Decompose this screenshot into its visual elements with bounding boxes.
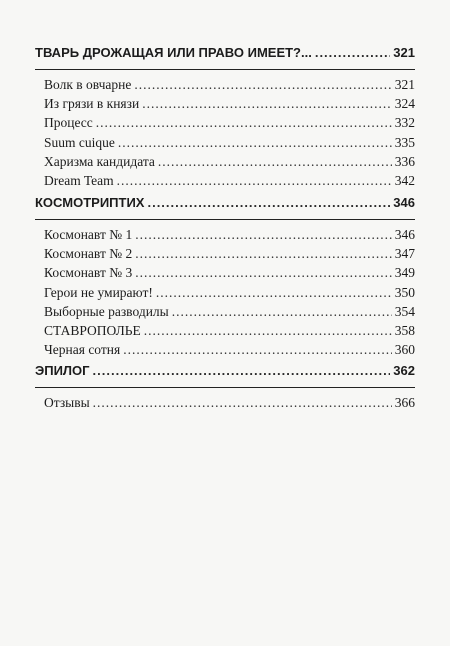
section-title: КОСМОТРИПТИХ bbox=[35, 195, 145, 210]
entry-page: 321 bbox=[394, 77, 415, 92]
entry-title: Герои не умирают! bbox=[44, 284, 153, 300]
entry-page: 350 bbox=[394, 284, 415, 300]
dot-leader bbox=[135, 265, 392, 281]
section-title: ТВАРЬ ДРОЖАЩАЯ ИЛИ ПРАВО ИМЕЕТ?... bbox=[35, 45, 312, 60]
dot-leader bbox=[315, 45, 390, 60]
dot-leader bbox=[158, 154, 392, 170]
toc-entry bbox=[35, 395, 415, 414]
toc-entry bbox=[35, 173, 415, 192]
section-heading bbox=[35, 363, 415, 387]
entry-title: СТАВРОПОЛЬЕ bbox=[44, 322, 141, 338]
entry-title: Отзывы bbox=[44, 395, 90, 410]
toc-entry bbox=[35, 285, 415, 304]
entry-page: 346 bbox=[394, 227, 415, 242]
entry-title: Suum cuique bbox=[44, 134, 115, 150]
entry-page: 342 bbox=[394, 172, 415, 188]
dot-leader bbox=[123, 342, 392, 358]
dot-leader bbox=[93, 363, 391, 378]
toc-entry bbox=[35, 304, 415, 323]
section-page: 346 bbox=[393, 195, 415, 210]
entry-page: 332 bbox=[394, 115, 415, 131]
dot-leader bbox=[156, 285, 392, 301]
entry-title: Процесс bbox=[44, 115, 93, 131]
dot-leader bbox=[135, 246, 392, 262]
toc-section bbox=[35, 363, 415, 414]
toc-entry bbox=[35, 96, 415, 115]
toc-entry bbox=[35, 135, 415, 154]
entry-page: 347 bbox=[394, 246, 415, 262]
entry-title: Выборные разводилы bbox=[44, 303, 169, 319]
dot-leader bbox=[172, 304, 392, 320]
entry-page: 335 bbox=[394, 134, 415, 150]
entry-page: 360 bbox=[394, 342, 415, 358]
toc-entry bbox=[35, 154, 415, 173]
entry-title: Космонавт № 3 bbox=[44, 265, 133, 281]
dot-leader bbox=[118, 135, 392, 151]
toc-entry bbox=[35, 115, 415, 134]
toc-entry bbox=[35, 265, 415, 284]
section-page: 362 bbox=[393, 363, 415, 378]
entry-page: 354 bbox=[394, 303, 415, 319]
entry-title: Волк в овчарне bbox=[44, 77, 132, 92]
entry-title: Харизма кандидата bbox=[44, 153, 155, 169]
entry-page: 366 bbox=[394, 395, 415, 410]
entry-page: 358 bbox=[394, 322, 415, 338]
entry-page: 349 bbox=[394, 265, 415, 281]
toc-section bbox=[35, 195, 415, 361]
section-heading bbox=[35, 45, 415, 69]
section-page: 321 bbox=[393, 45, 415, 60]
toc-entry bbox=[35, 246, 415, 265]
toc-entry bbox=[35, 323, 415, 342]
dot-leader bbox=[134, 77, 391, 93]
dot-leader bbox=[135, 227, 392, 243]
dot-leader bbox=[96, 115, 392, 131]
entry-title: Dream Team bbox=[44, 172, 114, 188]
entry-title: Черная сотня bbox=[44, 342, 121, 358]
section-heading bbox=[35, 195, 415, 219]
section-title: ЭПИЛОГ bbox=[35, 363, 90, 378]
toc-section bbox=[35, 45, 415, 192]
dot-leader bbox=[142, 96, 392, 112]
entry-title: Космонавт № 1 bbox=[44, 227, 133, 242]
toc-entry bbox=[35, 77, 415, 96]
entry-page: 324 bbox=[394, 96, 415, 112]
entry-title: Космонавт № 2 bbox=[44, 246, 133, 262]
toc-entry bbox=[35, 227, 415, 246]
dot-leader bbox=[117, 173, 392, 189]
dot-leader bbox=[93, 395, 392, 411]
entry-title: Из грязи в князи bbox=[44, 96, 140, 112]
toc-entry bbox=[35, 342, 415, 361]
dot-leader bbox=[147, 195, 390, 210]
entry-page: 336 bbox=[394, 153, 415, 169]
dot-leader bbox=[144, 323, 392, 339]
